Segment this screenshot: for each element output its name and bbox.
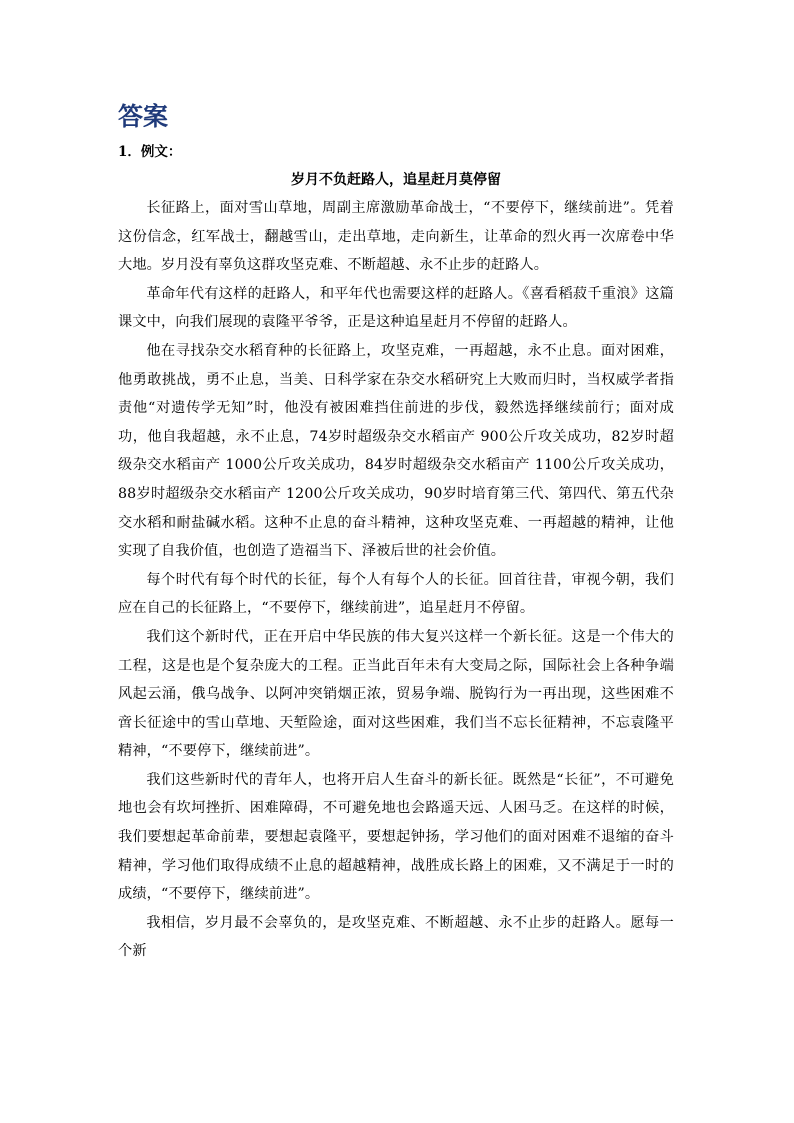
document-page xyxy=(118,96,674,966)
essay-paragraph-2: 革命年代有这样的赶路人，和平年代也需要这样的赶路人。《喜看稻菽千重浪》这篇课文中，向我们展现的袁隆平爷爷，正是这种追星赶月不停留的赶路人。 xyxy=(118,285,674,331)
essay-paragraph-5: 我们这个新时代，正在开启中华民族的伟大复兴这样一个新长征。这是一个伟大的工程，这是也是个复杂庞大的工程。正当此百年未有大变局之际，国际社会上各种争端风起云涌，俄乌战争、以阿冲突销烟正浓，贸易争端、脱钩行为一再出现，这些困难不啻长征途中的雪山草地、天堑险途，面对这些困难，我们当不忘长征精神，不忘袁隆平精神，“不要停下，继续前进”。 xyxy=(118,628,674,760)
essay-paragraph-6: 我们这些新时代的青年人，也将开启人生奋斗的新长征。既然是“长征”，不可避免地也会有坎坷挫折、困难障碍，不可避免地也会路遥天远、人困马乏。在这样的时候，我们要想起革命前辈，要想起袁隆平，要想起钟扬，学习他们的面对困难不退缩的奋斗精神，学习他们取得成绩不止息的超越精神，战胜成长路上的困难，又不满足于一时的成绩，“不要停下，继续前进”。 xyxy=(118,771,674,903)
essay-paragraph-3: 他在寻找杂交水稻育种的长征路上，攻坚克难，一再超越，永不止息。面对困难，他勇敢挑战，勇不止息，当美、日科学家在杂交水稻研究上大败而归时，当权威学者指责他“对遗传学无知”时，他没有被困难挡住前进的步伐，毅然选择继续前行；面对成功，他自我超越，永不止息，74岁时超级杂交水稻亩产 900公斤攻关成功，82岁时超级杂交水稻亩产 1000公斤攻关成功，84岁时超级杂交水稻亩产 1100公斤攻关成功，88岁时超级杂交水稻亩产 1200公斤攻关成功，90岁时培育第三代、第四代、第五代杂交水稻和耐盐碱水稻。这种不止息的奋斗精神，这种攻坚克难、一再超越的精神，让他实现了自我价值，也创造了造福当下、泽被后世的社会价值。 xyxy=(118,342,674,560)
essay-paragraph-1: 长征路上，面对雪山草地，周副主席激励革命战士，“不要停下，继续前进”。凭着这份信念，红军战士，翻越雪山，走出草地，走向新生，让革命的烈火再一次席卷中华大地。岁月没有辜负这群攻坚克难、不断超越、永不止步的赶路人。 xyxy=(118,200,674,274)
essay-paragraph-4: 每个时代有每个时代的长征，每个人有每个人的长征。回首往昔，审视今朝，我们应在自己的长征路上，“不要停下，继续前进”，追星赶月不停留。 xyxy=(118,571,674,617)
item-label: 1．例文： xyxy=(118,144,182,160)
essay-title: 岁月不负赶路人，追星赶月莫停留 xyxy=(291,172,501,188)
answer-heading: 答案 xyxy=(118,102,169,131)
essay-paragraph-7: 我相信，岁月最不会辜负的，是攻坚克难、不断超越、永不止步的赶路人。愿每一个新 xyxy=(118,914,674,960)
